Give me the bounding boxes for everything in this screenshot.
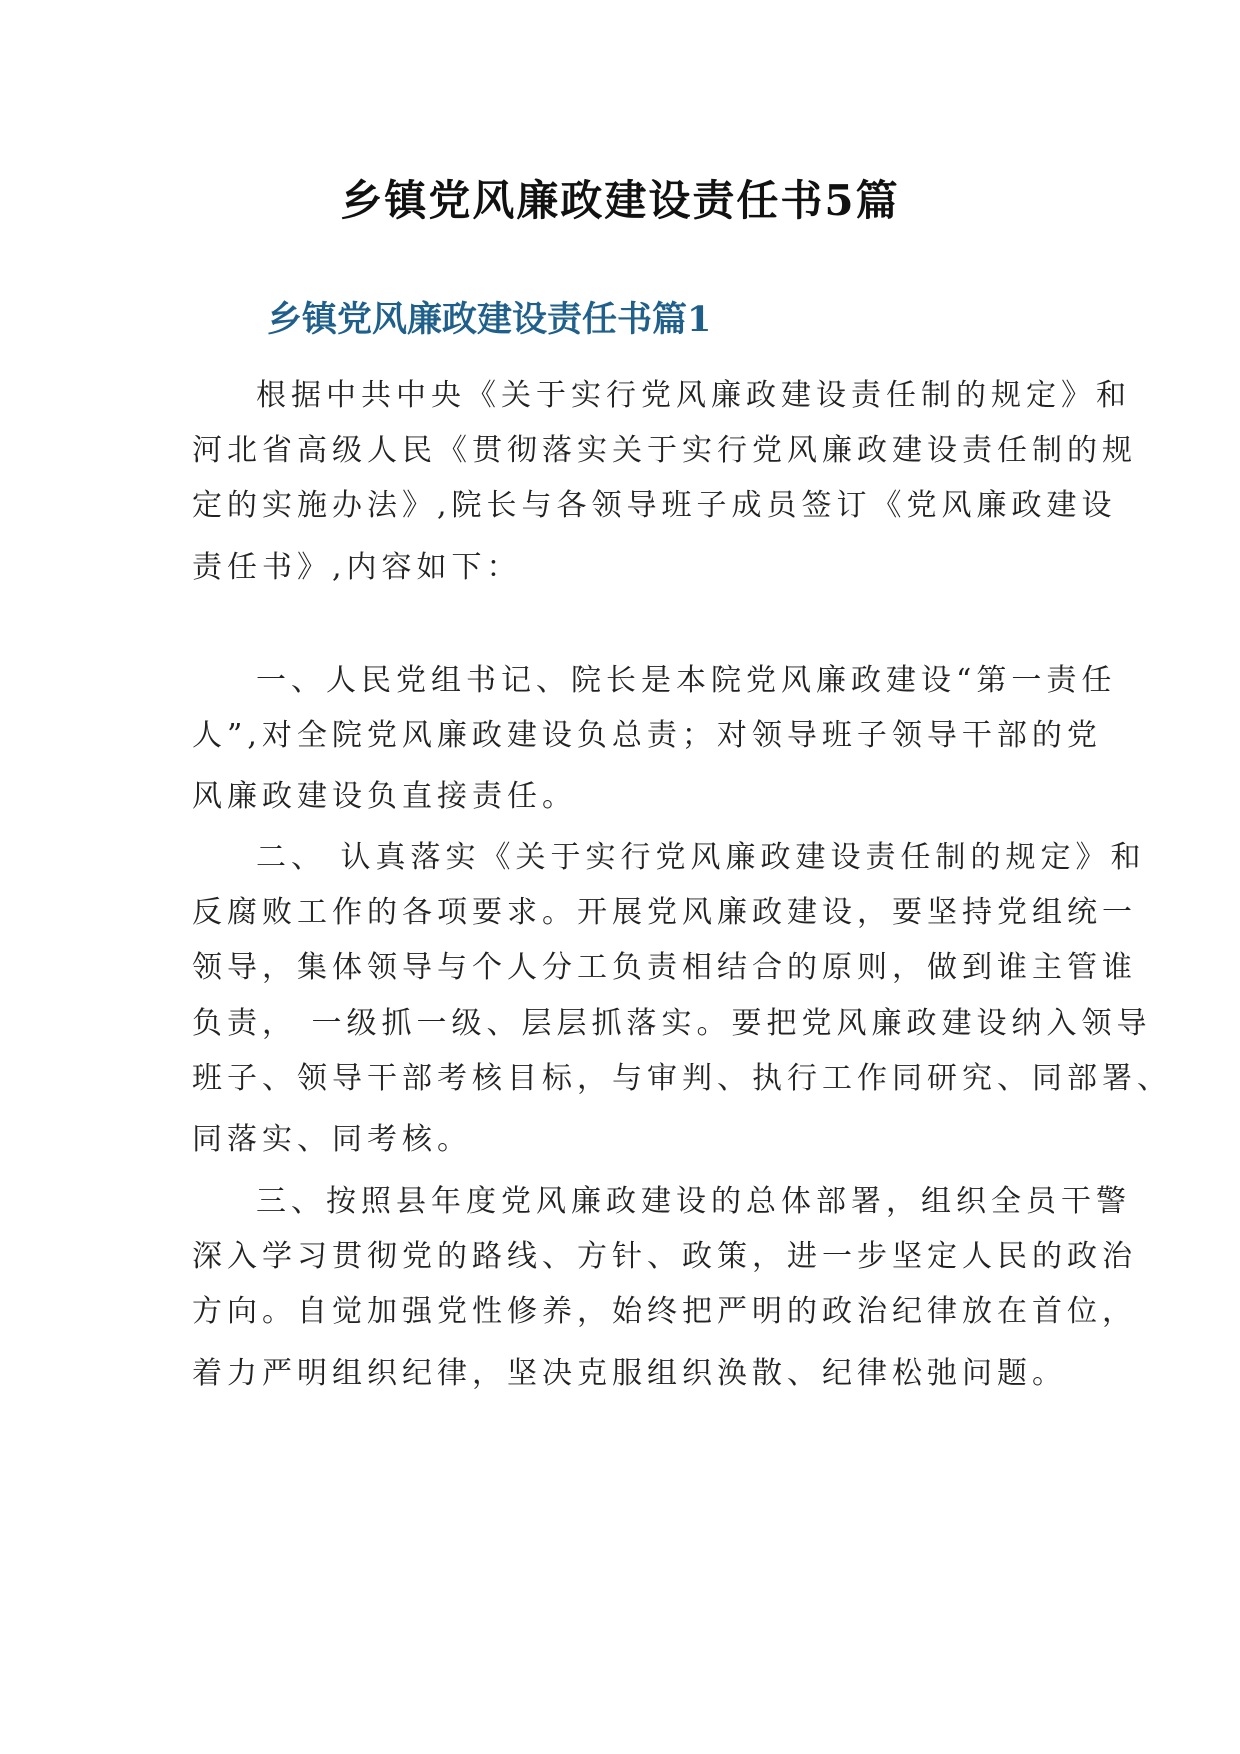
- paragraph-line: 根据中共中央《关于实行党风廉政建设责任制的规定》和: [256, 378, 1131, 413]
- paragraph-line: 一、人民党组书记、院长是本院党风廉政建设“第一责任: [256, 663, 1117, 698]
- paragraph-line: 深入学习贯彻党的路线、方针、政策，进一步坚定人民的政治: [192, 1239, 1137, 1274]
- paragraph-line: 河北省高级人民《贯彻落实关于实行党风廉政建设责任制的规: [192, 433, 1137, 468]
- paragraph-line: 三、按照县年度党风廉政建设的总体部署，组织全员干警: [256, 1184, 1131, 1219]
- paragraph-line: 责任书》,内容如下：: [192, 550, 522, 585]
- paragraph-line: 同落实、同考核。: [192, 1122, 472, 1157]
- paragraph-line: 负责， 一级抓一级、层层抓落实。要把党风廉政建设纳入领导: [192, 1006, 1152, 1041]
- paragraph-line: 班子、领导干部考核目标，与审判、执行工作同研究、同部署、: [192, 1061, 1172, 1096]
- paragraph-line: 风廉政建设负直接责任。: [192, 779, 577, 814]
- paragraph-line: 方向。自觉加强党性修养，始终把严明的政治纪律放在首位，: [192, 1294, 1137, 1329]
- paragraph-line: 定的实施办法》,院长与各领导班子成员签订《党风廉政建设: [192, 488, 1117, 523]
- paragraph-line: 反腐败工作的各项要求。开展党风廉政建设，要坚持党组统一: [192, 895, 1137, 930]
- paragraph-line: 人”,对全院党风廉政建设负总责；对领导班子领导干部的党: [192, 718, 1102, 753]
- paragraph-line: 领导，集体领导与个人分工负责相结合的原则，做到谁主管谁: [192, 950, 1137, 985]
- document-title: 乡镇党风廉政建设责任书5篇: [340, 176, 900, 225]
- paragraph-line: 二、 认真落实《关于实行党风廉政建设责任制的规定》和: [256, 840, 1146, 875]
- paragraph-line: 着力严明组织纪律，坚决克服组织涣散、纪律松弛问题。: [192, 1356, 1067, 1391]
- section-heading: 乡镇党风廉政建设责任书篇1: [267, 299, 712, 340]
